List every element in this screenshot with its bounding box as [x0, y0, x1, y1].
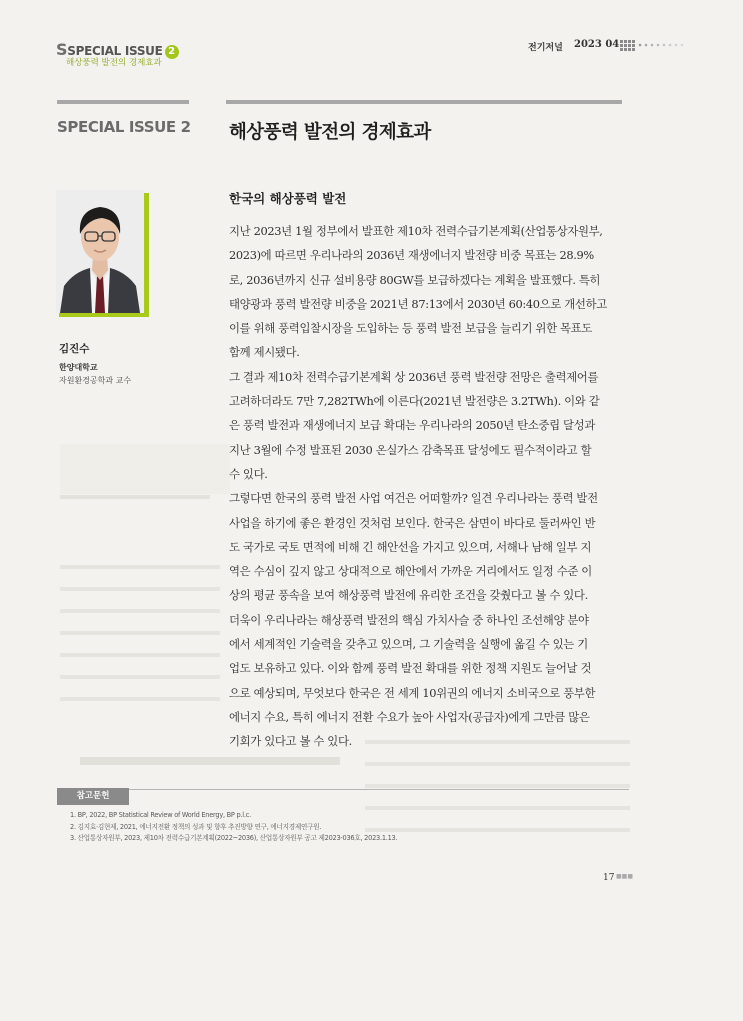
bleed-through-text — [60, 675, 220, 679]
article-title: 해상풍력 발전의 경제효과 — [229, 122, 431, 143]
body-line: 역은 수심이 깊지 않고 상대적으로 해안에서 가까운 거리에서도 일정 수준 이 — [229, 564, 592, 579]
body-line: 지난 3월에 수정 발표된 2030 온실가스 감축목표 달성에도 필수적이라고 할 — [229, 442, 592, 457]
body-line: 이를 위해 풍력입찰시장을 도입하는 등 풍력 발전 보급을 늘리기 위한 목표도 — [229, 321, 592, 336]
body-line: 사업을 하기에 좋은 환경인 것처럼 보인다. 한국은 삼면이 바다로 둘러싸인 반 — [229, 515, 596, 530]
header-journal: 전기저널 — [528, 43, 563, 53]
header-series-logo: SSPECIAL ISSUE 2 — [56, 40, 179, 59]
author-department: 자원환경공학과 교수 — [59, 376, 132, 385]
page-dots-icon: ■■■ — [616, 873, 634, 880]
body-line: 함께 제시됐다. — [229, 345, 300, 360]
bleed-through-text — [60, 565, 220, 569]
header-issue: 2023 04 — [574, 39, 620, 50]
references-rule — [57, 789, 629, 790]
body-line: 은 풍력 발전과 재생에너지 보급 확대는 우리나라의 2050년 탄소중립 달성과 — [229, 418, 595, 433]
author-name: 김진수 — [59, 343, 90, 355]
bleed-through-text — [60, 653, 220, 657]
header-series: SPECIAL ISSUE — [67, 44, 163, 58]
page-number: 17 — [603, 873, 615, 883]
bleed-through-text — [365, 828, 630, 832]
article-body — [229, 219, 625, 754]
bleed-through-text — [60, 587, 220, 591]
bleed-through-text — [365, 762, 630, 766]
body-line: 그렇다면 한국의 풍력 발전 사업 여건은 어떠할까? 일견 우리나라는 풍력 발전 — [229, 491, 598, 506]
header-dots-icon — [620, 38, 690, 52]
body-line: 2023)에 따르면 우리나라의 2036년 재생에너지 발전량 비중 목표는 28.9% — [229, 248, 594, 263]
body-line: 로, 2036년까지 신규 설비용량 80GW를 보급하겠다는 계획을 발표했다. 특히 — [229, 272, 601, 287]
references-label: 참고문헌 — [57, 788, 129, 805]
bleed-through-text — [60, 631, 220, 635]
bleed-through-text — [80, 757, 340, 765]
section-rule-left — [57, 100, 189, 104]
header-series-number: 2 — [165, 45, 179, 59]
reference-item: 3. 산업통상자원부, 2023, 제10차 전력수급기본계획(2022~2036), 산업통상자원부 공고 제2023-036호, 2023.1.13. — [70, 834, 398, 843]
bleed-through-text — [60, 697, 220, 701]
reference-item: 1. BP, 2022, BP Statistical Review of World Energy, BP p.l.c. — [70, 811, 251, 819]
body-line: 수 있다. — [229, 466, 268, 481]
body-line: 으로 예상되며, 무엇보다 한국은 전 세계 10위권의 에너지 소비국으로 풍부한 — [229, 685, 596, 700]
bleed-through-text — [365, 784, 630, 788]
author-photo — [56, 190, 144, 313]
body-line: 도 국가로 국토 면적에 비해 긴 해안선을 가지고 있으며, 서해나 남해 일부 지 — [229, 539, 592, 554]
body-line: 고려하더라도 7만 7,282TWh에 이른다(2021년 발전량은 3.2TWh). 이와 같 — [229, 394, 600, 409]
body-line: 에너지 수요, 특히 에너지 전환 수요가 높아 사업자(공급자)에게 그만큼 많은 — [229, 709, 590, 724]
reference-item: 2. 김지효·김현제, 2021, 에너지전환 정책의 성과 및 향후 추진방향 연구, 에너지경제연구원. — [70, 822, 322, 831]
article-subtitle: 한국의 해상풍력 발전 — [229, 191, 347, 206]
bleed-through-text — [60, 495, 210, 499]
body-line: 에서 세계적인 기술력을 갖추고 있으며, 그 기술력을 실행에 옮길 수 있는 기 — [229, 637, 588, 652]
bleed-through-text — [365, 806, 630, 810]
body-line: 상의 평균 풍속을 보여 해상풍력 발전에 유리한 조건을 갖췄다고 볼 수 있다. — [229, 588, 588, 603]
author-portrait-icon — [56, 190, 144, 313]
body-line: 태양광과 풍력 발전량 비중을 2021년 87:13에서 2030년 60:40으로 개선하고 — [229, 296, 607, 311]
header-subtitle: 해상풍력 발전의 경제효과 — [66, 58, 162, 68]
bleed-through-text — [60, 609, 220, 613]
author-organization: 한양대학교 — [59, 363, 98, 372]
body-line: 그 결과 제10차 전력수급기본계획 상 2036년 풍력 발전량 전망은 출력제어를 — [229, 369, 599, 384]
body-line: 업도 보유하고 있다. 이와 함께 풍력 발전 확대를 위한 정책 지원도 늘어날 것 — [229, 661, 592, 676]
section-rule-right — [226, 100, 622, 104]
section-label: SPECIAL ISSUE 2 — [57, 118, 191, 136]
bleed-through-graphic — [60, 444, 230, 494]
body-line: 지난 2023년 1월 정부에서 발표한 제10차 전력수급기본계획(산업통상자원부, — [229, 224, 603, 238]
references-list — [70, 810, 397, 845]
body-line: 더욱이 우리나라는 해상풍력 발전의 핵심 가치사슬 중 하나인 조선해양 분야 — [229, 612, 589, 627]
body-line: 기회가 있다고 볼 수 있다. — [229, 734, 352, 749]
